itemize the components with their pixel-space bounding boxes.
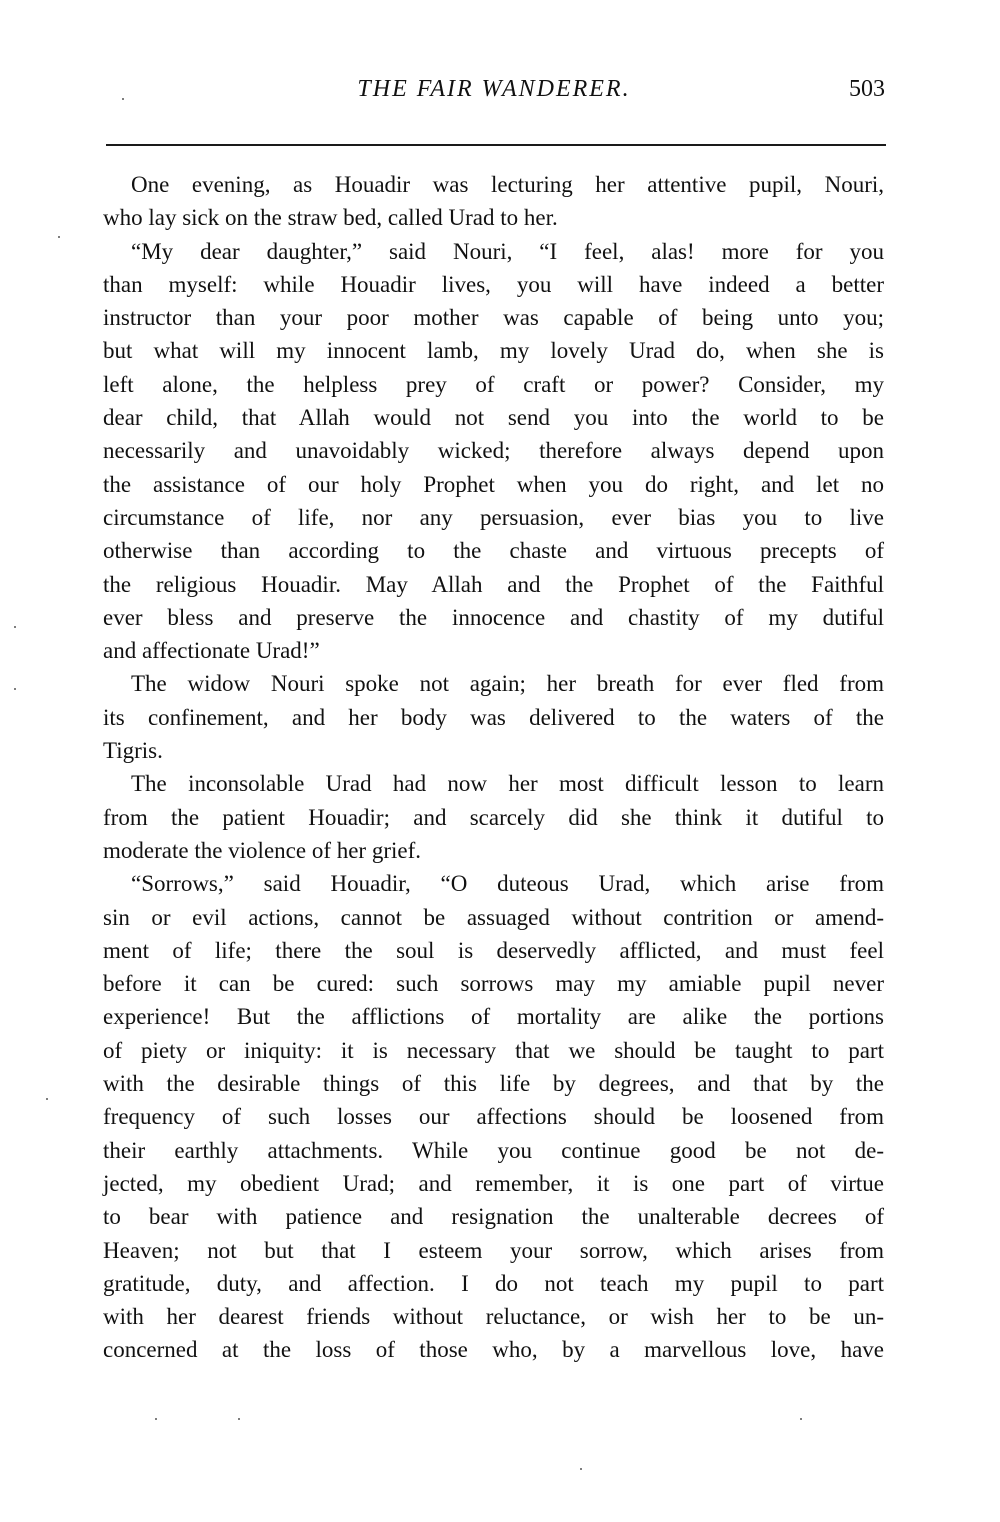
- scan-speck: [14, 626, 16, 628]
- text-line: to bear with patience and resignation the unalterable decrees of: [103, 1204, 884, 1230]
- text-line: of piety or iniquity: it is necessary that we should be taught to part: [103, 1037, 884, 1063]
- text-line: but what will my innocent lamb, my lovely Urad do, when she is: [103, 338, 884, 364]
- text-line: dear child, that Allah would not send you into the world to be: [103, 405, 884, 431]
- text-line: before it can be cured: such sorrows may my amiable pupil never: [103, 971, 884, 997]
- text-line: instructor than your poor mother was capable of being unto you;: [103, 305, 884, 331]
- text-line: ever bless and preserve the innocence and chastity of my dutiful: [103, 604, 884, 630]
- text-line: “Sorrows,” said Houadir, “O duteous Urad, which arise from: [131, 871, 884, 897]
- scan-speck: [46, 1098, 48, 1100]
- text-line: The widow Nouri spoke not again; her breath for ever fled from: [131, 671, 884, 697]
- text-line: Heaven; not but that I esteem your sorrow, which arises from: [103, 1237, 884, 1263]
- running-head: [103, 66, 885, 106]
- text-line: with her dearest friends without reluctance, or wish her to be un-: [103, 1304, 884, 1330]
- text-line: jected, my obedient Urad; and remember, it is one part of virtue: [103, 1170, 884, 1196]
- text-line: circumstance of life, nor any persuasion, ever bias you to live: [103, 504, 884, 530]
- text-line: One evening, as Houadir was lecturing her attentive pupil, Nouri,: [131, 172, 884, 197]
- page-number: 503: [849, 76, 885, 102]
- text-line: gratitude, duty, and affection. I do not teach my pupil to part: [103, 1270, 884, 1296]
- text-line: the assistance of our holy Prophet when you do right, and let no: [103, 471, 884, 497]
- text-line: its confinement, and her body was delivered to the waters of the: [103, 704, 884, 730]
- text-line: the religious Houadir. May Allah and the Prophet of the Faithful: [103, 571, 884, 597]
- scan-speck: [580, 1468, 582, 1470]
- text-line: frequency of such losses our affections should be loosened from: [103, 1104, 884, 1130]
- text-line: “My dear daughter,” said Nouri, “I feel, alas! more for you: [131, 238, 884, 264]
- text-line: who lay sick on the straw bed, called Urad to her.: [103, 205, 558, 231]
- text-line: otherwise than according to the chaste and virtuous precepts of: [103, 538, 884, 564]
- text-line: necessarily and unavoidably wicked; therefore always depend upon: [103, 438, 884, 464]
- text-line: than myself: while Houadir lives, you will have indeed a better: [103, 271, 884, 297]
- text-line: experience! But the afflictions of mortality are alike the portions: [103, 1004, 884, 1030]
- scan-speck: [238, 1418, 240, 1420]
- running-title: THE FAIR WANDERER.: [357, 76, 631, 102]
- text-line: Tigris.: [103, 738, 163, 764]
- header-rule: [106, 144, 886, 146]
- text-line: left alone, the helpless prey of craft or power? Consider, my: [103, 371, 884, 397]
- text-line: concerned at the loss of those who, by a marvellous love, have: [103, 1337, 884, 1363]
- text-line: their earthly attachments. While you continue good be not de-: [103, 1137, 884, 1163]
- text-line: moderate the violence of her grief.: [103, 837, 422, 863]
- body-text: [103, 168, 884, 1367]
- scan-speck: [155, 1418, 157, 1420]
- text-line: ment of life; there the soul is deservedly afflicted, and must feel: [103, 937, 884, 963]
- scan-speck: [58, 236, 60, 238]
- scan-speck: [800, 1418, 802, 1420]
- text-line: with the desirable things of this life by degrees, and that by the: [103, 1071, 884, 1097]
- text-line: sin or evil actions, cannot be assuaged without contrition or amend-: [103, 904, 884, 930]
- scan-speck: [122, 98, 124, 100]
- text-line: The inconsolable Urad had now her most difficult lesson to learn: [131, 771, 884, 797]
- text-line: from the patient Houadir; and scarcely did she think it dutiful to: [103, 804, 884, 830]
- scan-speck: [14, 688, 16, 690]
- text-line: and affectionate Urad!”: [103, 638, 320, 664]
